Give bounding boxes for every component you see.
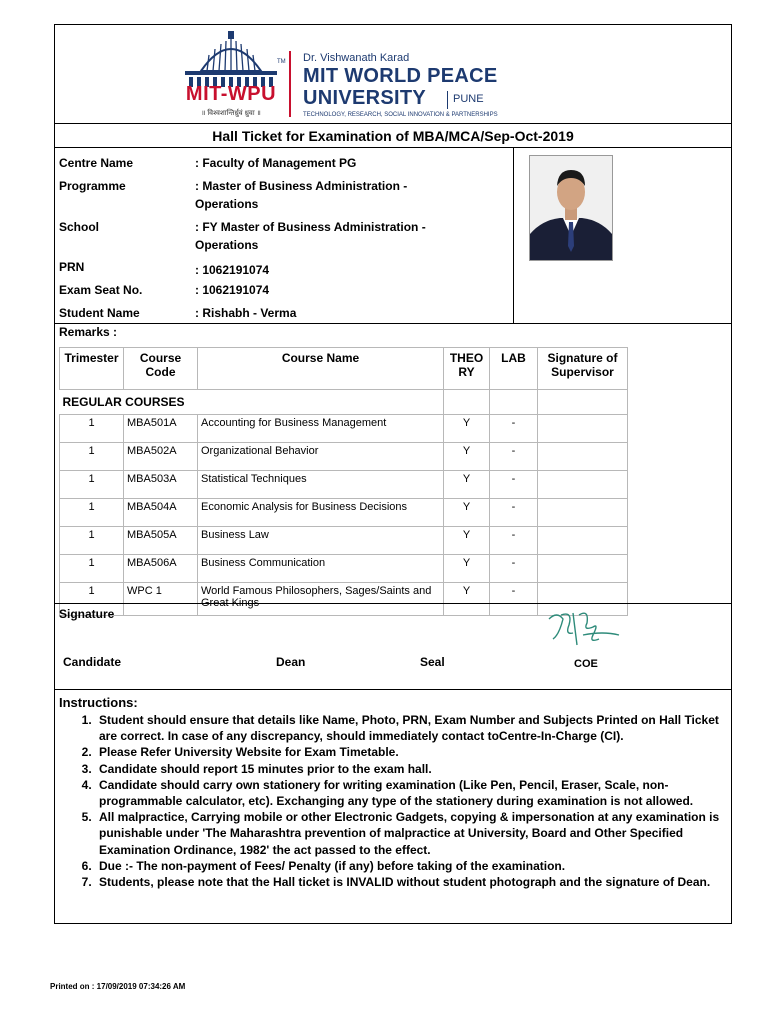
instruction-item: 2. Please Refer University Website for Exam Timetable. — [95, 744, 727, 760]
cell-course-code: MBA502A — [124, 443, 198, 471]
cell-theory: Y — [444, 527, 490, 555]
cell-lab: - — [490, 443, 538, 471]
cell-course-name: Organizational Behavior — [198, 443, 444, 471]
instruction-item: 3. Candidate should report 15 minutes prior to the exam hall. — [95, 761, 727, 777]
university-name-line1: MIT WORLD PEACE — [303, 65, 498, 87]
city-divider — [447, 91, 448, 109]
info-label-prn: PRN — [59, 260, 85, 274]
col-header-supervisor: Signature of Supervisor — [538, 348, 628, 390]
cell-supervisor-signature — [538, 527, 628, 555]
coe-signature-icon — [543, 605, 623, 653]
cell-lab: - — [490, 415, 538, 443]
info-label-school: School — [59, 220, 100, 234]
instructions-list — [59, 712, 727, 890]
cell-lab: - — [490, 527, 538, 555]
cell-supervisor-signature — [538, 471, 628, 499]
logo-tm: TM — [277, 59, 286, 65]
university-name-line2: UNIVERSITY — [303, 87, 427, 109]
table-header-row — [60, 348, 628, 390]
info-value-centre: : Faculty of Management PG — [195, 156, 357, 170]
printed-on: Printed on : 17/09/2019 07:34:26 AM — [50, 982, 186, 991]
cell-lab: - — [490, 499, 538, 527]
cell-course-name: Business Law — [198, 527, 444, 555]
cell-course-code: MBA504A — [124, 499, 198, 527]
instruction-item: 4. Candidate should carry own stationery for writing examination (Like Pen, Pencil, Eraser, Scale, non-programmable calculator, etc). Exchanging any type of the stationery during examination is not allowed. — [95, 777, 727, 809]
instruction-item: 7. Students, please note that the Hall ticket is INVALID without student photograph and the signature of Dean. — [95, 874, 727, 890]
info-label-centre: Centre Name — [59, 156, 134, 170]
instruction-item: 1. Student should ensure that details like Name, Photo, PRN, Exam Number and Subjects Printed on Hall Ticket are correct. In case of any discrepancy, should immediately contact toCentre-In-Charge (CI). — [95, 712, 727, 744]
cell-lab: - — [490, 583, 538, 616]
instruction-item: 5. All malpractice, Carrying mobile or other Electronic Gadgets, copying & impersonation at any examination is punishable under 'The Maharashtra prevention of malpractice at University, Board and Other Specified Examination Ordinance, 1982' the act passed to the effect. — [95, 809, 727, 858]
cell-course-name: World Famous Philosophers, Sages/Saints and Great Kings — [198, 583, 444, 616]
col-header-theory: THEORY — [444, 348, 490, 390]
cell-theory: Y — [444, 555, 490, 583]
cell-course-code: MBA503A — [124, 471, 198, 499]
student-photo-icon — [530, 156, 612, 260]
university-header — [55, 25, 731, 123]
university-tagline: TECHNOLOGY, RESEARCH, SOCIAL INNOVATION & PARTNERSHIPS — [303, 112, 498, 118]
cell-supervisor-signature — [538, 499, 628, 527]
table-row — [60, 415, 628, 443]
seal-label: Seal — [420, 655, 445, 669]
section-label: REGULAR COURSES — [62, 395, 185, 409]
founder-name: Dr. Vishwanath Karad — [303, 52, 410, 64]
divider — [55, 689, 731, 690]
section-row — [60, 390, 628, 415]
signature-heading: Signature — [59, 607, 115, 621]
cell-course-name: Economic Analysis for Business Decisions — [198, 499, 444, 527]
cell-course-name: Accounting for Business Management — [198, 415, 444, 443]
cell-course-code: MBA501A — [124, 415, 198, 443]
info-label-student-name: Student Name — [59, 306, 140, 320]
divider — [55, 147, 731, 148]
candidate-label: Candidate — [63, 655, 122, 669]
student-photo — [529, 155, 613, 261]
col-header-course-code: Course Code — [124, 348, 198, 390]
info-label-seat: Exam Seat No. — [59, 283, 143, 297]
cell-supervisor-signature — [538, 443, 628, 471]
cell-trimester: 1 — [60, 415, 124, 443]
cell-course-code: MBA505A — [124, 527, 198, 555]
divider — [55, 603, 731, 604]
info-value-prn: : 1062191074 — [195, 263, 270, 277]
empty-cell — [444, 390, 490, 415]
logo-divider — [289, 51, 291, 117]
university-city: PUNE — [453, 93, 484, 105]
cell-lab: - — [490, 555, 538, 583]
info-value-programme: : Master of Business Administration - Operations — [195, 179, 408, 211]
courses-table — [59, 347, 628, 616]
info-value-student-name: : Rishabh - Verma — [195, 306, 297, 320]
cell-theory: Y — [444, 583, 490, 616]
cell-trimester: 1 — [60, 443, 124, 471]
col-header-lab: LAB — [490, 348, 538, 390]
cell-course-code: MBA506A — [124, 555, 198, 583]
logo-motto: ॥ विश्वशान्तिर्ध्रुवं ध्रुवा ॥ — [201, 110, 261, 117]
cell-trimester: 1 — [60, 555, 124, 583]
dean-label: Dean — [276, 655, 306, 669]
info-label-programme: Programme — [59, 179, 126, 193]
instructions-heading: Instructions: — [59, 695, 138, 710]
empty-cell — [538, 390, 628, 415]
hall-ticket — [54, 24, 732, 924]
info-value-seat: : 1062191074 — [195, 283, 270, 297]
divider — [55, 323, 731, 324]
cell-supervisor-signature — [538, 555, 628, 583]
cell-trimester: 1 — [60, 527, 124, 555]
cell-trimester: 1 — [60, 583, 124, 616]
instructions — [59, 695, 727, 890]
cell-theory: Y — [444, 415, 490, 443]
col-header-course-name: Course Name — [198, 348, 444, 390]
cell-trimester: 1 — [60, 499, 124, 527]
table-row — [60, 527, 628, 555]
table-row — [60, 471, 628, 499]
cell-course-name: Business Communication — [198, 555, 444, 583]
cell-lab: - — [490, 471, 538, 499]
info-value-school: : FY Master of Business Administration - Operations — [195, 220, 426, 252]
cell-supervisor-signature — [538, 415, 628, 443]
empty-cell — [490, 390, 538, 415]
cell-theory: Y — [444, 443, 490, 471]
cell-trimester: 1 — [60, 471, 124, 499]
course-rows — [60, 415, 628, 616]
cell-course-code: WPC 1 — [124, 583, 198, 616]
cell-theory: Y — [444, 499, 490, 527]
cell-theory: Y — [444, 471, 490, 499]
remarks-label: Remarks : — [59, 325, 118, 339]
table-row — [60, 555, 628, 583]
divider — [55, 123, 731, 124]
table-row — [60, 443, 628, 471]
table-row — [60, 499, 628, 527]
photo-separator — [513, 147, 514, 323]
instruction-item: 6. Due :- The non-payment of Fees/ Penalty (if any) before taking of the examination. — [95, 858, 727, 874]
logo-short-name: MIT-WPU — [185, 83, 277, 105]
col-header-trimester: Trimester — [60, 348, 124, 390]
cell-course-name: Statistical Techniques — [198, 471, 444, 499]
coe-label: COE — [574, 658, 598, 670]
page-title: Hall Ticket for Examination of MBA/MCA/Sep-Oct-2019 — [212, 128, 574, 144]
